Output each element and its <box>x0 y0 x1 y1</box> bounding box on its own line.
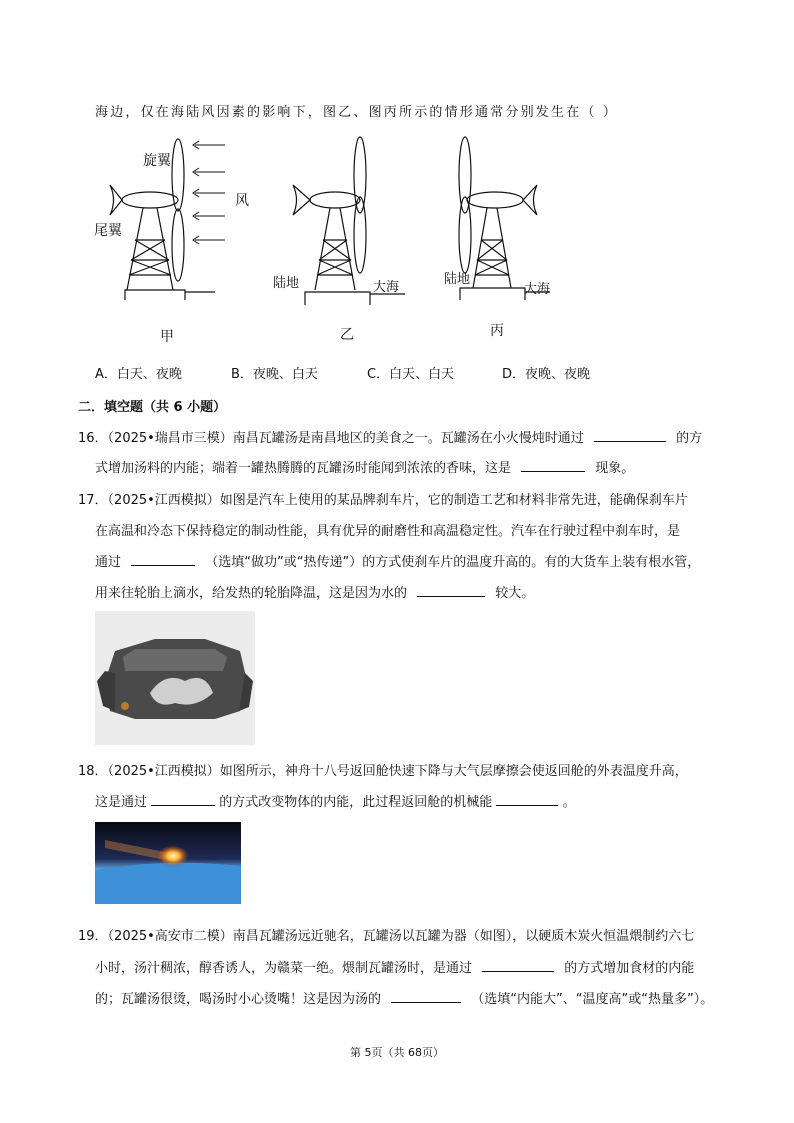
q16-text-d: 现象。 <box>595 461 635 476</box>
q17-text-d: 较大。 <box>495 586 535 601</box>
q18-line2 <box>95 791 576 810</box>
q19-text-a: 小时，汤汁稠浓，醇香诱人，为赣菜一绝。煨制瓦罐汤时，是通过 <box>95 961 473 976</box>
q19-blank-1[interactable] <box>482 959 554 972</box>
caption-jia: 甲 <box>160 329 174 345</box>
q17-text-b: （选填“做功”或“热传递”）的方式使刹车片的温度升高的。有的大货车上装有根水管， <box>205 555 701 570</box>
q17-line3 <box>95 551 700 570</box>
q17-line2: 在高温和冷态下保持稳定的制动性能，具有优异的耐磨性和高温稳定性。汽车在行驶过程中刹车时，是 <box>95 524 681 539</box>
q19-text-c: 的；瓦罐汤很烫，喝汤时小心烫嘴！这是因为汤的 <box>95 992 382 1007</box>
q19-text-d: （选填“内能大”、“温度高”或“热量多”）。 <box>471 992 714 1007</box>
q16-text-c: 式增加汤料的内能；端着一罐热腾腾的瓦罐汤时能闻到浓浓的香味，这是 <box>95 461 512 476</box>
q18-blank-1[interactable] <box>151 793 215 806</box>
page-footer: 第 5页（共 68页） <box>350 1046 444 1059</box>
q19-line3 <box>95 988 713 1007</box>
q19-line1: 19．（2025•高安市二模）南昌瓦罐汤远近驰名，瓦罐汤以瓦罐为器（如图），以硬质木炭火恒温煨制约六七 <box>78 929 695 944</box>
section-title: 二．填空题（共 6 小题） <box>78 400 227 415</box>
q18-line1: 18．（2025•江西模拟）如图所示，神舟十八号返回舱快速下降与大气层摩擦会使返回舱的外表温度升高， <box>78 764 688 779</box>
bing-land-label: 陆地 <box>444 272 471 287</box>
q16-text-a: 16．（2025•瑞昌市三模）南昌瓦罐汤是南昌地区的美食之一。瓦罐汤在小火慢炖时通过 <box>78 431 584 446</box>
q17-line4 <box>95 582 534 601</box>
q17-blank-1[interactable] <box>131 553 195 566</box>
q19-blank-2[interactable] <box>391 990 461 1003</box>
q17-blank-2[interactable] <box>417 584 485 597</box>
q18-text-c: 。 <box>562 795 576 810</box>
q16-text-b: 的方 <box>676 431 703 446</box>
bing-sea-label: 大海 <box>524 282 551 297</box>
q17-text-a: 通过 <box>95 555 122 570</box>
q19-line2 <box>95 957 694 976</box>
tail-label: 尾翼 <box>94 223 122 239</box>
option-a: A．白天、夜晚 <box>95 367 182 382</box>
option-c: C．白天、白天 <box>367 367 455 382</box>
q16-blank-2[interactable] <box>521 459 585 472</box>
q15-intro: 海边，仅在海陆风因素的影响下，图乙、图丙所示的情形通常分别发生在（ ） <box>95 105 619 120</box>
option-b: B．夜晚、白天 <box>231 367 318 382</box>
turbine-bing <box>459 137 550 300</box>
q16-blank-1[interactable] <box>594 429 666 442</box>
yi-land-label: 陆地 <box>273 276 300 291</box>
reentry-capsule-photo <box>95 822 241 904</box>
wind-label: 风 <box>235 193 249 209</box>
q18-blank-2[interactable] <box>496 793 558 806</box>
q18-text-a: 这是通过 <box>95 795 148 810</box>
yi-sea-label: 大海 <box>373 280 400 295</box>
caption-yi: 乙 <box>340 327 354 343</box>
option-d: D．夜晚、夜晚 <box>502 367 591 382</box>
caption-bing: 丙 <box>490 323 504 339</box>
q17-text-c: 用来往轮胎上滴水，给发热的轮胎降温，这是因为水的 <box>95 586 408 601</box>
q18-text-b: 的方式改变物体的内能，此过程返回舱的机械能 <box>219 795 493 810</box>
q17-line1: 17．（2025•江西模拟）如图是汽车上使用的某品牌刹车片，它的制造工艺和材料非常先进，能确保刹车片 <box>78 493 688 508</box>
rotor-label: 旋翼 <box>143 153 171 169</box>
q16-line1 <box>78 427 702 446</box>
q16-line2 <box>95 457 634 476</box>
wind-turbine-figures <box>95 130 695 350</box>
brake-pad-photo <box>95 611 255 745</box>
q19-text-b: 的方式增加食材的内能 <box>564 961 695 976</box>
